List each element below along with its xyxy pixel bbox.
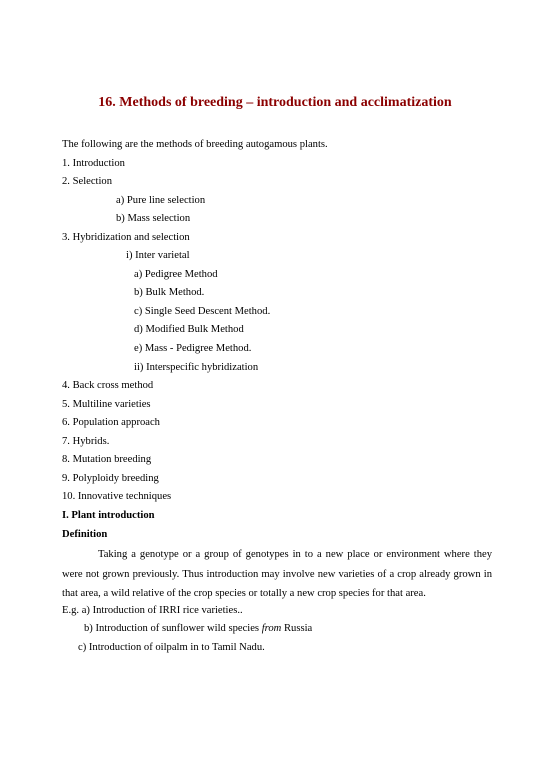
list-subsubitem: b) Bulk Method. [134, 287, 205, 298]
list-subsubitem: a) Pedigree Method [134, 269, 218, 280]
list-item: 6. Population approach [62, 417, 160, 428]
list-item: 7. Hybrids. [62, 436, 110, 447]
example-b-tail: Russia [281, 623, 313, 634]
intro-text: The following are the methods of breeding autogamous plants. [62, 139, 328, 150]
list-item: 3. Hybridization and selection [62, 232, 190, 243]
list-item: 8. Mutation breeding [62, 454, 152, 465]
list-subitem: ii) Interspecific hybridization [134, 362, 259, 373]
list-subitem: b) Mass selection [116, 213, 191, 224]
section-subheading-wrap [62, 528, 107, 541]
example-a: E.g. a) Introduction of IRRI rice varieties.. [62, 605, 243, 616]
list-subsubitem: d) Modified Bulk Method [134, 324, 244, 335]
list-subsubitem: c) Single Seed Descent Method. [134, 306, 271, 317]
list-item: 2. Selection [62, 176, 113, 187]
list-item: 4. Back cross method [62, 380, 154, 391]
list-item: 1. Introduction [62, 158, 125, 169]
definition-paragraph-wrap [62, 545, 492, 604]
list-subitem: i) Inter varietal [126, 250, 190, 261]
example-b [84, 622, 312, 635]
list-item: 5. Multiline varieties [62, 399, 151, 410]
example-c: c) Introduction of oilpalm in to Tamil Nadu. [78, 642, 265, 653]
list-item: 9. Polyploidy breeding [62, 473, 159, 484]
list-subitem: a) Pure line selection [116, 195, 206, 206]
list-subsubitem: e) Mass - Pedigree Method. [134, 343, 252, 354]
section-heading: I. Plant introduction [62, 510, 155, 521]
definition-paragraph: Taking a genotype or a group of genotypes in to a new place or environment where they were not grown previously. Thus introduction may involve new varieties of a crop already grown in that area, a wild relative of the crop species or totally a new crop species for that area. [62, 549, 492, 600]
section-heading-wrap [62, 509, 155, 522]
list-item: 10. Innovative techniques [62, 491, 172, 502]
page-title: 16. Methods of breeding – introduction and acclimatization [98, 95, 452, 110]
example-b-emphasis: from [261, 623, 282, 634]
section-subheading: Definition [62, 529, 108, 540]
example-b-text: b) Introduction of sunflower wild species [84, 623, 262, 634]
